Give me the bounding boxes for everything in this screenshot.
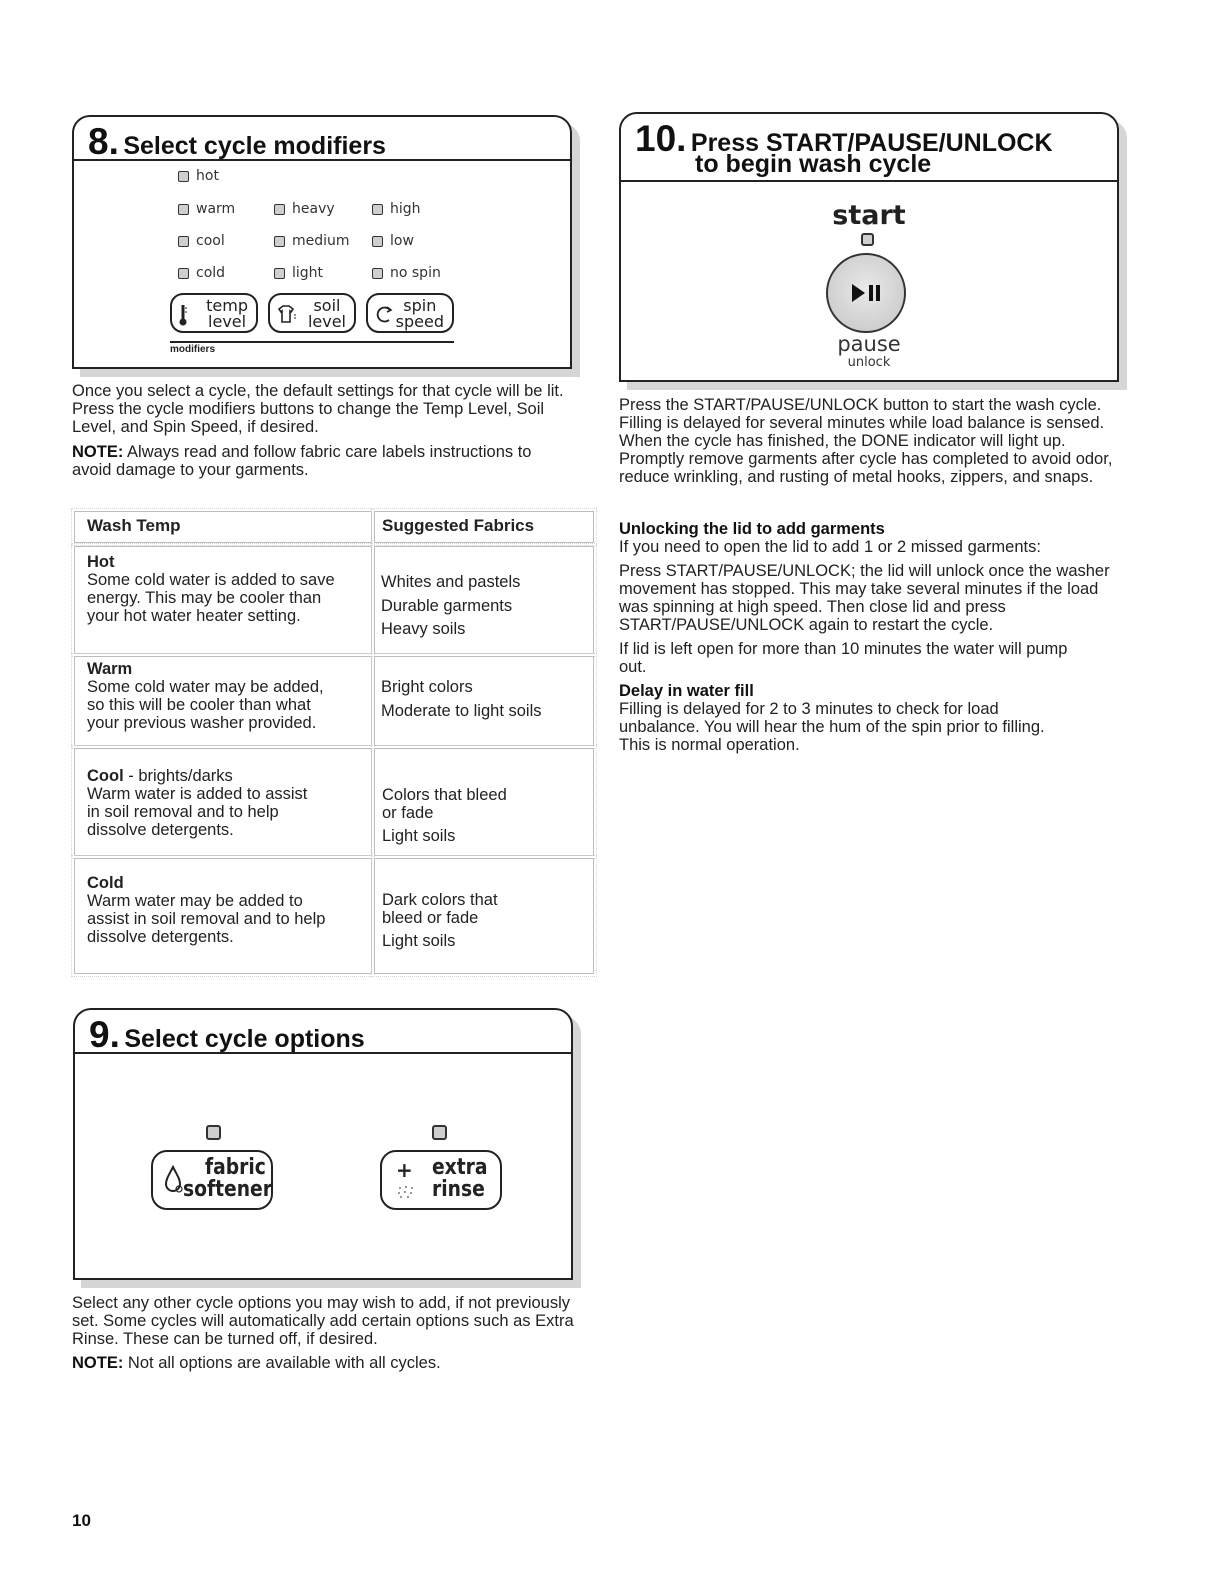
modifiers-divider — [170, 341, 454, 343]
indicator-light — [178, 268, 189, 279]
section-10-title-line2: to begin wash cycle — [695, 150, 932, 178]
spin-speed-line2: speed — [395, 312, 444, 331]
modifiers-group-label: modifiers — [170, 344, 216, 355]
plus-icon: + — [396, 1158, 413, 1182]
section-9-paragraph: Select any other cycle options you may wish to add, if not previously set. Some cycles will automatically add certain options such as Extra Rinse. These can be turned off, if desired. — [72, 1294, 574, 1348]
indicator-light — [178, 171, 189, 182]
section-9-title — [89, 1016, 365, 1053]
fabric-line: Whites and pastels — [381, 573, 521, 591]
fabric-line: Light soils — [382, 932, 456, 950]
indicator-no-spin: no spin — [372, 265, 441, 281]
fabric-line: Dark colors that — [382, 891, 498, 909]
section-8-paragraph: Once you select a cycle, the default settings for that cycle will be lit. Press the cycle modifiers buttons to change the Temp Level, Soil Level, and Spin Speed, if desired. — [72, 382, 564, 436]
indicator-hot: hot — [178, 168, 219, 184]
extra-rinse-indicator — [432, 1125, 447, 1140]
row-warm-temp — [87, 660, 367, 732]
temp-suffix: - brights/darks — [123, 767, 233, 785]
indicator-medium: medium — [274, 233, 350, 249]
desc-line: your previous washer provided. — [87, 714, 317, 732]
fabric-line: Heavy soils — [381, 620, 466, 638]
fabric-line: Moderate to light soils — [381, 701, 542, 720]
desc-line: in soil removal and to help — [87, 803, 279, 821]
delay-paragraph: Filling is delayed for 2 to 3 minutes to check for load unbalance. You will hear the hum of the spin prior to filling. This is normal operation. — [619, 700, 1045, 754]
section-10-number: 10. — [635, 118, 687, 159]
row-cool-fabrics — [382, 786, 507, 845]
temp-level-line2: level — [208, 312, 247, 331]
temp-name: Hot — [87, 553, 115, 571]
desc-line: your hot water heater setting. — [87, 607, 301, 625]
desc-line: energy. This may be cooler than — [87, 589, 322, 607]
section-9-note — [72, 1354, 587, 1372]
desc-line: Some cold water may be added, — [87, 678, 324, 696]
section-10-paragraph: Press the START/PAUSE/UNLOCK button to start the wash cycle. Filling is delayed for several minutes while load balance is sensed. When the cycle has finished, the DONE indicator will light up. Promptly remove garments after cycle has completed to avoid odor, reduce wrinkling, and rusting of metal hooks, zippers, and snaps. — [619, 396, 1113, 486]
header-wash-temp: Wash Temp — [87, 516, 181, 535]
fabric-line: Bright colors — [381, 678, 473, 696]
indicator-cold: cold — [178, 265, 225, 281]
extra-rinse-button[interactable] — [380, 1150, 502, 1210]
note-label: NOTE: — [72, 443, 124, 461]
unlock-paragraph-2: Press START/PAUSE/UNLOCK; the lid will unlock once the washer movement has stopped. This may take several minutes if the load was spinning at high speed. Then close lid and press START/PAUSE/UNLOCK again to restart the cycle. — [619, 562, 1110, 634]
fabric-line: Colors that bleed — [382, 786, 507, 804]
temp-name: Cold — [87, 874, 124, 892]
delay-heading: Delay in water fill — [619, 682, 754, 700]
fabric-line: or fade — [382, 804, 434, 822]
thermometer-icon — [178, 304, 188, 329]
note-text: Not all options are available with all cycles. — [123, 1354, 441, 1372]
fabric-softener-line1: fabric — [205, 1155, 266, 1180]
fabric-softener-button[interactable] — [151, 1150, 273, 1210]
indicator-heavy: heavy — [274, 201, 335, 217]
note-label: NOTE: — [72, 1354, 124, 1372]
desc-line: Warm water may be added to — [87, 892, 303, 910]
indicator-light — [372, 268, 383, 279]
note-text: Always read and follow fabric care labels instructions to avoid damage to your garments. — [72, 443, 532, 479]
temp-name: Cool — [87, 767, 124, 785]
section-8-number: 8. — [88, 121, 119, 162]
start-pause-unlock-button[interactable] — [826, 253, 906, 333]
indicator-warm: warm — [178, 201, 235, 217]
fabric-line: Light soils — [382, 827, 456, 845]
indicator-light — [274, 204, 285, 215]
fabric-line: Durable garments — [381, 596, 513, 615]
indicator-light — [274, 268, 285, 279]
indicator-light — [178, 236, 189, 247]
indicator-cool: cool — [178, 233, 225, 249]
desc-line: dissolve detergents. — [87, 821, 234, 839]
indicator-light — [274, 236, 285, 247]
row-cool-temp — [87, 767, 367, 839]
indicator-light — [372, 236, 383, 247]
indicator-light — [372, 204, 383, 215]
page-number: 10 — [72, 1511, 91, 1530]
indicator-light — [178, 204, 189, 215]
soil-level-line2: level — [307, 312, 346, 331]
indicator-low: low — [372, 233, 414, 249]
start-indicator — [861, 233, 874, 246]
row-warm-fabrics — [381, 676, 542, 723]
pause-label: pause — [837, 332, 901, 356]
soil-level-button[interactable] — [268, 293, 356, 333]
unlock-label: unlock — [847, 355, 891, 370]
section-10-panel — [619, 112, 1119, 382]
temp-name: Warm — [87, 660, 133, 678]
indicator-light-soil: light — [274, 265, 323, 281]
desc-line: Some cold water is added to save — [87, 571, 335, 589]
row-cold-temp — [87, 874, 367, 946]
fabric-softener-indicator — [206, 1125, 221, 1140]
section-8-note — [72, 443, 572, 479]
soil-level-line1: soil — [313, 296, 341, 315]
rinse-drops-icon — [396, 1184, 416, 1203]
fabric-line: bleed or fade — [382, 909, 479, 927]
spin-icon — [374, 304, 394, 327]
section-9-number: 9. — [89, 1014, 120, 1055]
header-suggested-fabrics: Suggested Fabrics — [382, 516, 535, 535]
section-8-title-text: Select cycle modifiers — [123, 132, 386, 160]
section-9-title-text: Select cycle options — [124, 1025, 365, 1053]
droplet-icon — [163, 1165, 183, 1199]
start-label: start — [832, 200, 906, 231]
play-pause-icon — [850, 282, 884, 309]
unlock-paragraph-1: If you need to open the lid to add 1 or 2 missed garments: — [619, 538, 1041, 556]
fabric-softener-line2: softener — [183, 1177, 272, 1202]
section-9-panel — [73, 1008, 573, 1280]
unlock-paragraph-3: If lid is left open for more than 10 minutes the water will pump out. — [619, 640, 1068, 676]
desc-line: Warm water is added to assist — [87, 785, 308, 803]
extra-rinse-line1: extra — [432, 1155, 488, 1180]
desc-line: dissolve detergents. — [87, 928, 234, 946]
temp-level-button[interactable] — [170, 293, 258, 333]
extra-rinse-line2: rinse — [432, 1177, 485, 1202]
temp-level-line1: temp — [206, 296, 248, 315]
row-cold-fabrics — [382, 891, 498, 950]
section-8-panel — [72, 115, 572, 369]
indicator-high: high — [372, 201, 421, 217]
spin-speed-line1: spin — [403, 296, 437, 315]
desc-line: so this will be cooler than what — [87, 696, 311, 714]
section-8-title — [88, 123, 386, 160]
spin-speed-button[interactable] — [366, 293, 454, 333]
shirt-icon — [276, 304, 296, 327]
unlock-heading: Unlocking the lid to add garments — [619, 520, 885, 538]
section-10-title-line1: Press START/PAUSE/UNLOCK — [690, 129, 1053, 157]
row-hot-temp — [87, 553, 367, 625]
row-hot-fabrics — [381, 571, 520, 642]
desc-line: assist in soil removal and to help — [87, 910, 326, 928]
